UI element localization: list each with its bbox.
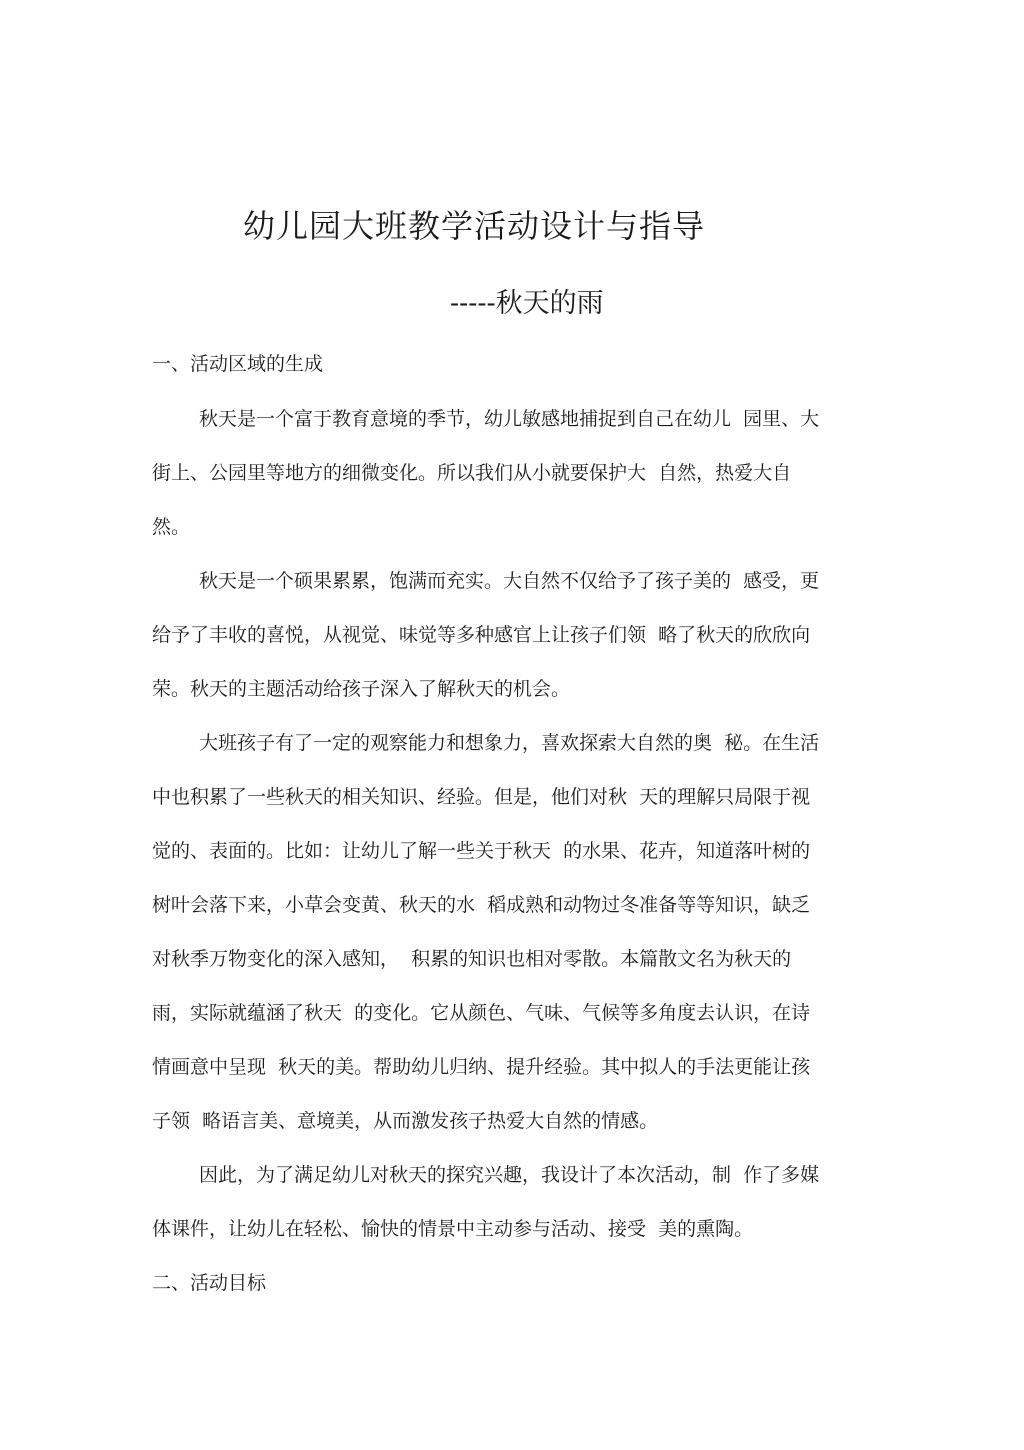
paragraph-line: 中也积累了一些秋天的相关知识、经验。但是，他们对秋 天的理解只局限于视: [152, 786, 811, 808]
paragraph-line: 树叶会落下来，小草会变黄、秋天的水 稻成熟和动物过冬准备等等知识，缺乏: [152, 894, 811, 916]
paragraph-line: 因此，为了满足幼儿对秋天的探究兴趣，我设计了本次活动，制 作了多媒: [199, 1164, 820, 1186]
section-heading: 二、活动目标: [152, 1272, 267, 1294]
document-subtitle: -----秋天的雨: [450, 288, 604, 319]
paragraph-line: 体课件，让幼儿在轻松、愉快的情景中主动参与活动、接受 美的熏陶。: [152, 1218, 754, 1240]
paragraph-line: 秋天是一个富于教育意境的季节，幼儿敏感地捕捉到自己在幼儿 园里、大: [199, 408, 820, 430]
paragraph-line: 给予了丰收的喜悦，从视觉、味觉等多种感官上让孩子们领 略了秋天的欣欣向: [152, 624, 811, 646]
paragraph-line: 荣。秋天的主题活动给孩子深入了解秋天的机会。: [152, 678, 571, 700]
document-title: 幼儿园大班教学活动设计与指导: [243, 207, 706, 245]
paragraph-line: 街上、公园里等地方的细微变化。所以我们从小就要保护大 自然，热爱大自: [152, 462, 792, 484]
paragraph-line: 然。: [152, 516, 191, 538]
paragraph-line: 情画意中呈现 秋天的美。帮助幼儿归纳、提升经验。其中拟人的手法更能让孩: [152, 1056, 811, 1078]
paragraph-line: 觉的、表面的。比如：让幼儿了解一些关于秋天 的水果、花卉，知道落叶树的: [152, 840, 811, 862]
paragraph-line: 秋天是一个硕果累累，饱满而充实。大自然不仅给予了孩子美的 感受，更: [199, 570, 820, 592]
paragraph-line: 子领 略语言美、意境美，从而激发孩子热爱大自然的情感。: [152, 1110, 659, 1132]
paragraph-line: 对秋季万物变化的深入感知， 积累的知识也相对零散。本篇散文名为秋天的: [152, 948, 792, 970]
paragraph-line: 雨，实际就蕴涵了秋天 的变化。它从颜色、气味、气候等多角度去认识，在诗: [152, 1002, 811, 1024]
section-heading: 一、活动区域的生成: [152, 353, 324, 375]
paragraph-line: 大班孩子有了一定的观察能力和想象力，喜欢探索大自然的奥 秘。在生活: [199, 732, 820, 754]
